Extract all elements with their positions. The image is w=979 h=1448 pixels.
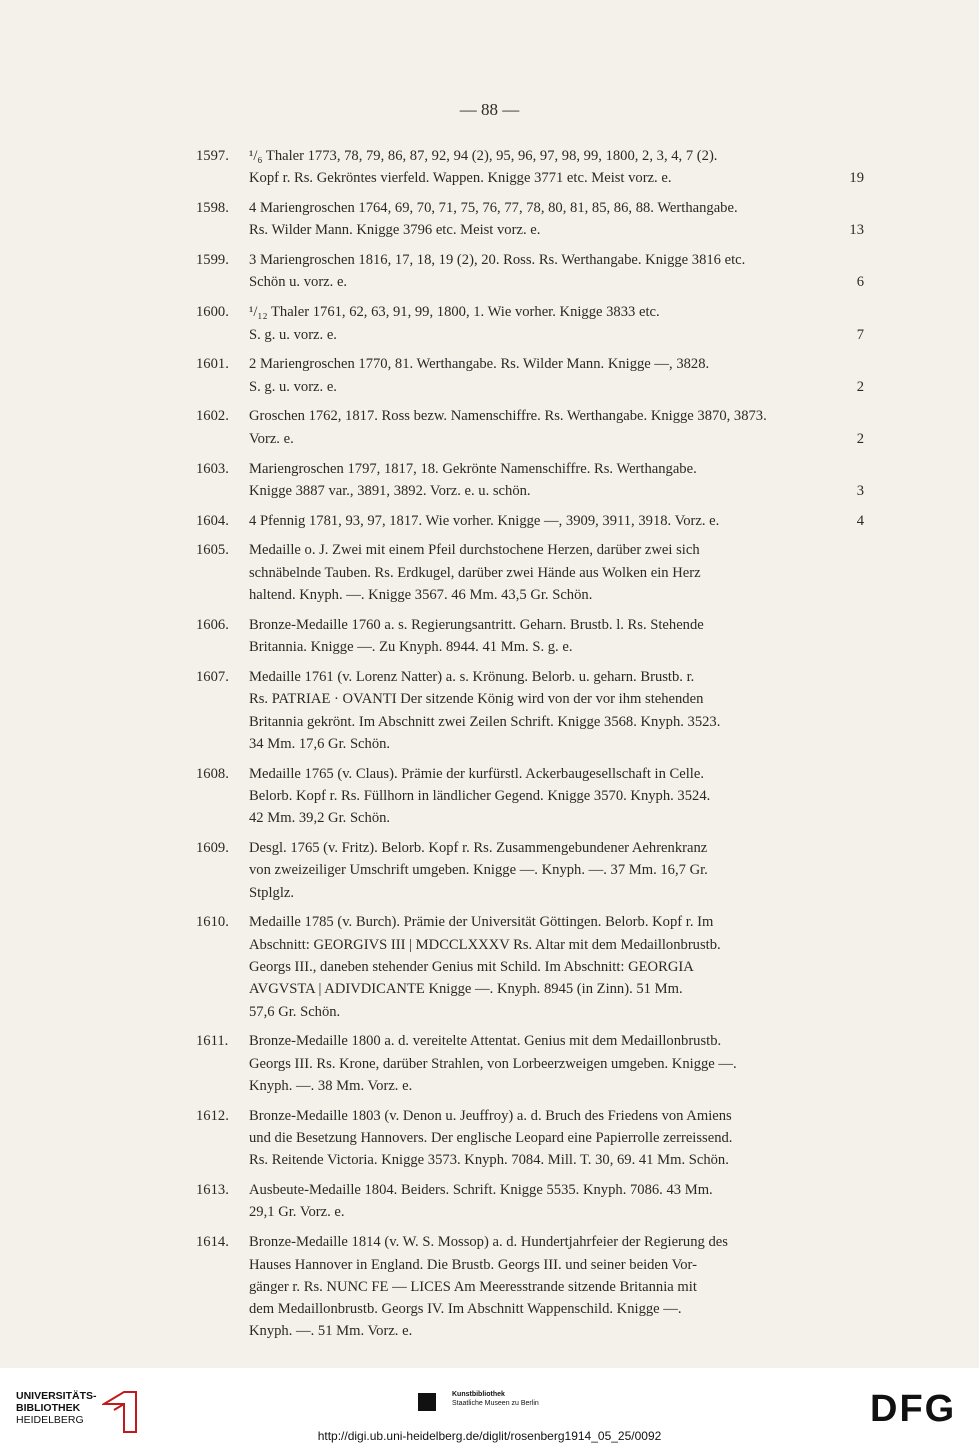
entry-line [249,539,864,561]
entry-text: gänger r. Rs. NUNC FE — LICES Am Meeresstrande sitzende Britannia mit [249,1278,697,1295]
entry-text: und die Besetzung Hannovers. Der englische Leopard eine Papierrolle zerreissend. [249,1130,733,1147]
entry-text: Medaille o. J. Zwei mit einem Pfeil durchstochene Herzen, darüber zwei sich [249,542,700,559]
entry-number: 1602. [196,408,229,425]
entry-text: 34 Mm. 17,6 Gr. Schön. [249,735,391,752]
entry-line [249,480,864,502]
entry-value: 19 [849,170,864,187]
entry-number: 1609. [196,840,229,857]
uni-line-3: HEIDELBERG [16,1414,84,1426]
kunstbibliothek-text [452,1390,539,1408]
entry-text: Bronze-Medaille 1760 a. s. Regierungsantritt. Geharn. Brustb. l. Rs. Stehende [249,616,704,633]
entry-text: Georgs III., daneben stehender Genius mit Schild. Im Abschnitt: GEORGIA [249,959,694,975]
uni-line-2: BIBLIOTHEK [16,1402,81,1414]
entry-line [249,584,864,606]
uni-line-1: UNIVERSITÄTS- [16,1390,97,1402]
entry-text: 42 Mm. 39,2 Gr. Schön. [249,810,391,827]
entry-text: ¹/₆ Thaler 1773, 78, 79, 86, 87, 92, 94 (2), 95, 96, 97, 98, 99, 1800, 2, 3, 4, 7 (2). [249,148,718,164]
entry-text: ¹/₁₂ Thaler 1761, 62, 63, 91, 99, 1800, 1. Wie vorher. Knigge 3833 etc. [249,304,660,321]
entry-text: Bronze-Medaille 1803 (v. Denon u. Jeuffroy) a. d. Bruch des Friedens von Amiens [249,1107,732,1124]
heidelberg-library-name [16,1390,176,1426]
entry-line [249,1030,864,1052]
entry-number: 1603. [196,460,229,477]
entry-line [249,1320,864,1342]
entry-line [249,711,864,733]
entry-number: 1604. [196,512,229,529]
entry-line [249,405,864,427]
entry-number: 1597. [196,148,229,164]
catalog-entry [196,1030,864,1097]
kunstbibliothek-logo[interactable] [418,1390,568,1418]
entry-text: Schön u. vorz. e. [249,274,348,291]
entry-text: Mariengroschen 1797, 1817, 18. Gekrönte Namenschiffre. Rs. Werthangabe. [249,460,697,477]
entry-text: Rs. Wilder Mann. Knigge 3796 etc. Meist vorz. e. [249,222,541,239]
catalog-entry [196,1179,864,1224]
entry-text: 3 Mariengroschen 1816, 17, 18, 19 (2), 20. Ross. Rs. Werthangabe. Knigge 3816 etc. [249,252,746,269]
catalog-entry [196,1105,864,1172]
catalog-entry [196,249,864,294]
entry-text: Medaille 1761 (v. Lorenz Natter) a. s. Krönung. Belorb. u. geharn. Brustb. r. [249,668,695,685]
entry-number: 1607. [196,668,229,685]
entry-line [249,882,864,904]
kb-line-2: Staatliche Museen zu Berlin [452,1400,539,1407]
kb-line-1: Kunstbibliothek [452,1391,505,1398]
entry-text: Georgs III. Rs. Krone, darüber Strahlen, von Lorbeerzweigen umgeben. Knigge —. [249,1055,737,1072]
entry-line [249,688,864,710]
entry-text: haltend. Knyph. —. Knigge 3567. 46 Mm. 43,5 Gr. Schön. [249,587,593,604]
entry-line [249,807,864,829]
catalog-entry [196,666,864,755]
entry-line [249,167,864,189]
entry-text: S. g. u. vorz. e. [249,378,337,395]
dfg-logo[interactable]: DFG [870,1388,957,1430]
entry-text: Hauses Hannover in England. Die Brustb. Georgs III. und seiner beiden Vor- [249,1256,697,1273]
catalog-entry [196,301,864,346]
entry-line [249,271,864,293]
entry-line [249,1105,864,1127]
entry-line [249,376,864,398]
entry-line [249,324,864,346]
catalog-entry [196,763,864,830]
entry-number: 1606. [196,616,229,633]
entry-line [249,1149,864,1171]
entry-text: Bronze-Medaille 1814 (v. W. S. Mossop) a. d. Hundertjahrfeier der Regierung des [249,1234,728,1251]
entry-number: 1599. [196,252,229,269]
entry-text: Medaille 1765 (v. Claus). Prämie der kurfürstl. Ackerbaugesellschaft in Celle. [249,765,704,782]
entry-text: Medaille 1785 (v. Burch). Prämie der Universität Göttingen. Belorb. Kopf r. Im [249,914,714,931]
entry-line [249,458,864,480]
entry-text: 57,6 Gr. Schön. [249,1003,341,1020]
entry-line [249,510,864,532]
entry-text: 4 Pfennig 1781, 93, 97, 1817. Wie vorher. Knigge —, 3909, 3911, 3918. Vorz. e. [249,512,720,529]
entry-line [249,1053,864,1075]
page-number: — 88 — [459,100,520,119]
entry-line [249,785,864,807]
catalog-entry [196,145,864,190]
entry-text: Abschnitt: GEORGIVS III | MDCCLXXXV Rs. Altar mit dem Medaillonbrustb. [249,936,721,953]
catalog-entry [196,405,864,450]
entry-line [249,636,864,658]
entry-line [249,978,864,1000]
entry-line [249,934,864,956]
entry-line [249,859,864,881]
catalog-entry [196,510,864,532]
entry-text: AVGVSTA | ADIVDICANTE Knigge —. Knyph. 8945 (in Zinn). 51 Mm. [249,981,683,998]
entry-line [249,249,864,271]
entry-line [249,301,864,323]
entry-number: 1610. [196,914,229,931]
entry-line [249,911,864,933]
library-mark-icon [102,1390,152,1434]
entry-value: 13 [849,222,864,239]
entry-value: 2 [856,430,864,447]
entry-text: Ausbeute-Medaille 1804. Beiders. Schrift. Knigge 5535. Knyph. 7086. 43 Mm. [249,1182,713,1199]
catalog-entry [196,458,864,503]
entry-text: Knyph. —. 38 Mm. Vorz. e. [249,1077,413,1094]
entry-text: dem Medaillonbrustb. Georgs IV. Im Abschnitt Wappenschild. Knigge —. [249,1301,682,1318]
entry-text: Vorz. e. [249,430,294,447]
entry-number: 1614. [196,1234,229,1251]
entry-number: 1612. [196,1107,229,1124]
entry-value: 2 [856,378,864,395]
entry-value: 7 [856,326,864,343]
catalog-entry [196,837,864,904]
entry-line [249,666,864,688]
entry-number: 1601. [196,356,229,373]
entry-line [249,1179,864,1201]
catalog-entry [196,353,864,398]
page-url[interactable]: http://digi.ub.uni-heidelberg.de/diglit/rosenberg1914_05_25/0092 [317,1429,662,1443]
entry-line [249,1298,864,1320]
catalog-entry [196,1231,864,1342]
entry-text: von zweizeiliger Umschrift umgeben. Knigge —. Knyph. —. 37 Mm. 16,7 Gr. [249,862,708,879]
entry-text: Stplglz. [249,884,294,901]
entry-text: 2 Mariengroschen 1770, 81. Werthangabe. Rs. Wilder Mann. Knigge —, 3828. [249,356,710,373]
entry-line [249,1276,864,1298]
entry-value: 6 [856,274,864,291]
catalog-entries [196,145,864,1350]
entry-text: Belorb. Kopf r. Rs. Füllhorn in ländlicher Gegend. Knigge 3570. Knyph. 3524. [249,787,711,804]
entry-number: 1611. [196,1033,229,1050]
entry-line [249,837,864,859]
entry-line [249,1001,864,1023]
entry-line [249,1127,864,1149]
entry-line [249,763,864,785]
entry-value: 3 [856,482,864,499]
entry-line [249,956,864,978]
entry-line [249,1201,864,1223]
entry-line [249,1075,864,1097]
entry-text: Rs. PATRIAE · OVANTI Der sitzende König wird von der vor ihm stehenden [249,691,704,708]
footer [0,1368,979,1448]
entry-line [249,219,864,241]
entry-number: 1598. [196,200,229,217]
kunstbibliothek-square-icon [418,1393,436,1411]
entry-line [249,1231,864,1253]
entry-number: 1605. [196,542,229,559]
entry-line [249,353,864,375]
catalog-entry [196,539,864,606]
entry-line [249,197,864,219]
entry-number: 1613. [196,1182,229,1199]
entry-text: Desgl. 1765 (v. Fritz). Belorb. Kopf r. Rs. Zusammengebundener Aehrenkranz [249,840,708,857]
entry-text: S. g. u. vorz. e. [249,326,337,343]
entry-text: Knigge 3887 var., 3891, 3892. Vorz. e. u. schön. [249,482,531,499]
entry-line [249,1254,864,1276]
catalog-entry [196,614,864,659]
entry-number: 1600. [196,304,229,321]
entry-line [249,428,864,450]
entry-text: Rs. Reitende Victoria. Knigge 3573. Knyph. 7084. Mill. T. 30, 69. 41 Mm. Schön. [249,1152,729,1169]
entry-number: 1608. [196,765,229,782]
entry-text: Groschen 1762, 1817. Ross bezw. Namenschiffre. Rs. Werthangabe. Knigge 3870, 3873. [249,408,767,425]
entry-line [249,145,864,167]
entry-text: Britannia gekrönt. Im Abschnitt zwei Zeilen Schrift. Knigge 3568. Knyph. 3523. [249,713,721,730]
catalog-entry [196,197,864,242]
entry-line [249,614,864,636]
entry-text: 29,1 Gr. Vorz. e. [249,1204,345,1221]
entry-text: Kopf r. Rs. Gekröntes vierfeld. Wappen. Knigge 3771 etc. Meist vorz. e. [249,170,672,187]
entry-line [249,562,864,584]
entry-line [249,733,864,755]
entry-text: Bronze-Medaille 1800 a. d. vereitelte Attentat. Genius mit dem Medaillonbrustb. [249,1033,722,1050]
entry-value: 4 [856,512,864,529]
entry-text: Knyph. —. 51 Mm. Vorz. e. [249,1323,413,1340]
entry-text: 4 Mariengroschen 1764, 69, 70, 71, 75, 76, 77, 78, 80, 81, 85, 86, 88. Werthangabe. [249,200,738,217]
entry-text: schnäbelnde Tauben. Rs. Erdkugel, darüber zwei Hände aus Wolken ein Herz [249,564,701,581]
catalog-entry [196,911,864,1022]
entry-text: Britannia. Knigge —. Zu Knyph. 8944. 41 Mm. S. g. e. [249,639,573,656]
